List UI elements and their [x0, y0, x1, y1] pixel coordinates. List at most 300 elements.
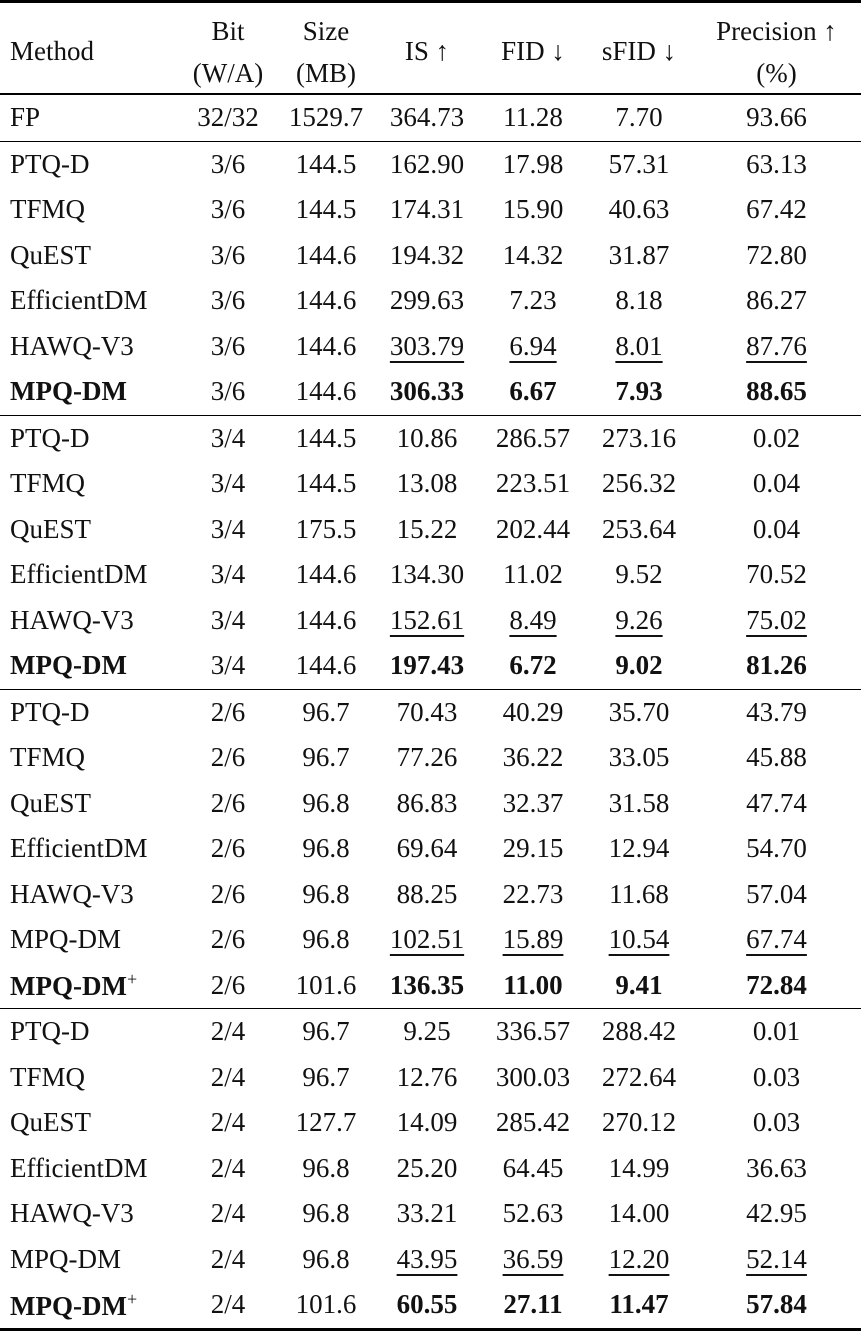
cell-value: 17.98	[502, 148, 564, 179]
header-size-line2: (MB)	[278, 53, 374, 94]
cell-value: 3/6	[210, 285, 246, 316]
cell-bit: 32/32	[197, 102, 259, 133]
method-name: PTQ-D	[10, 422, 90, 453]
cell-method	[0, 1191, 178, 1237]
cell-size	[278, 278, 374, 324]
cell-precision	[692, 1146, 861, 1192]
cell-size	[278, 689, 374, 735]
header-precision-line2: (%)	[692, 53, 861, 94]
cell-value: 70.52	[746, 559, 807, 590]
cell-value: 102.51	[389, 924, 465, 955]
cell-fid	[480, 872, 586, 918]
cell-value: 194.32	[389, 239, 465, 270]
cell-bit	[178, 369, 278, 415]
cell-value: 3/4	[210, 513, 246, 544]
cell-precision	[692, 233, 861, 279]
cell-precision: 93.66	[746, 102, 807, 133]
cell-bit	[178, 643, 278, 689]
cell-bit	[178, 1055, 278, 1101]
cell-method	[0, 187, 178, 233]
method-name: QuEST	[10, 513, 91, 544]
cell-fid	[480, 643, 586, 689]
cell-bit	[178, 552, 278, 598]
cell-value: 60.55	[396, 1289, 458, 1320]
cell-method	[0, 461, 178, 507]
cell-precision	[692, 1191, 861, 1237]
cell-method	[0, 735, 178, 781]
cell-sfid	[586, 1009, 692, 1055]
cell-method	[0, 233, 178, 279]
table-row	[0, 598, 861, 644]
cell-is	[374, 1191, 480, 1237]
cell-sfid	[586, 278, 692, 324]
cell-is	[374, 415, 480, 461]
cell-value: 9.02	[615, 650, 663, 681]
cell-value: 9.25	[403, 1016, 451, 1047]
cell-value: 2/4	[210, 1061, 246, 1092]
cell-value: 42.95	[746, 1198, 807, 1229]
cell-bit	[178, 963, 278, 1009]
table-header	[0, 2, 861, 95]
cell-value: 9.41	[615, 969, 663, 1000]
cell-bit	[178, 507, 278, 553]
table-row	[0, 917, 861, 963]
cell-is	[374, 1237, 480, 1283]
cell-value: 27.11	[503, 1289, 563, 1320]
cell-sfid	[586, 369, 692, 415]
method-name: EfficientDM	[10, 833, 148, 864]
cell-is	[374, 278, 480, 324]
cell-bit	[178, 1146, 278, 1192]
cell-value: 2/6	[210, 969, 246, 1000]
cell-value: 10.54	[608, 924, 670, 955]
cell-bit	[178, 598, 278, 644]
cell-value: 336.57	[495, 1016, 571, 1047]
cell-value: 96.8	[302, 787, 350, 818]
table-row	[0, 278, 861, 324]
table-row	[0, 187, 861, 233]
cell-sfid	[586, 141, 692, 187]
cell-value: 2/4	[210, 1152, 246, 1183]
cell-precision	[692, 187, 861, 233]
cell-value: 96.7	[302, 1061, 350, 1092]
cell-value: 31.87	[608, 239, 670, 270]
cell-bit	[178, 781, 278, 827]
cell-value: 31.58	[608, 787, 670, 818]
cell-bit	[178, 278, 278, 324]
cell-value: 67.74	[746, 924, 807, 955]
cell-sfid	[586, 917, 692, 963]
cell-value: 57.31	[608, 148, 670, 179]
cell-precision	[692, 1237, 861, 1283]
table-row	[0, 141, 861, 187]
cell-sfid	[586, 689, 692, 735]
cell-method	[0, 1146, 178, 1192]
cell-size	[278, 507, 374, 553]
cell-value: 54.70	[746, 833, 807, 864]
method-name: MPQ-DM	[10, 376, 127, 407]
cell-value: 2/6	[210, 878, 246, 909]
table-row	[0, 781, 861, 827]
method-name: EfficientDM	[10, 1152, 148, 1183]
cell-value: 2/4	[210, 1289, 246, 1320]
cell-sfid	[586, 187, 692, 233]
cell-value: 11.02	[503, 559, 563, 590]
cell-value: 144.5	[295, 148, 357, 179]
cell-value: 96.8	[302, 878, 350, 909]
cell-fid	[480, 598, 586, 644]
table-row	[0, 1009, 861, 1055]
cell-value: 144.6	[295, 285, 357, 316]
cell-value: 33.21	[396, 1198, 458, 1229]
cell-fid	[480, 963, 586, 1009]
cell-method	[0, 781, 178, 827]
header-method: Method	[0, 2, 178, 95]
cell-value: 36.59	[502, 1243, 564, 1274]
cell-size	[278, 1100, 374, 1146]
cell-size	[278, 643, 374, 689]
cell-value: 45.88	[746, 742, 807, 773]
table-row	[0, 643, 861, 689]
cell-value: 272.64	[601, 1061, 677, 1092]
cell-value: 101.6	[295, 969, 357, 1000]
cell-value: 40.63	[608, 194, 670, 225]
cell-sfid	[586, 1282, 692, 1329]
cell-method	[0, 963, 178, 1009]
cell-method	[0, 324, 178, 370]
cell-precision	[692, 552, 861, 598]
cell-precision	[692, 781, 861, 827]
cell-precision	[692, 278, 861, 324]
cell-sfid	[586, 233, 692, 279]
cell-value: 22.73	[502, 878, 564, 909]
cell-precision	[692, 963, 861, 1009]
method-name: PTQ-D	[10, 1016, 90, 1047]
cell-is	[374, 461, 480, 507]
cell-value: 306.33	[389, 376, 465, 407]
cell-value: 7.93	[615, 376, 663, 407]
cell-is	[374, 598, 480, 644]
cell-method	[0, 1237, 178, 1283]
cell-fid	[480, 735, 586, 781]
cell-value: 52.14	[746, 1243, 807, 1274]
cell-value: 43.95	[396, 1243, 458, 1274]
cell-value: 3/6	[210, 330, 246, 361]
cell-fid	[480, 1009, 586, 1055]
cell-method	[0, 278, 178, 324]
cell-value: 175.5	[295, 513, 357, 544]
cell-sfid	[586, 1237, 692, 1283]
cell-fid	[480, 141, 586, 187]
cell-value: 3/6	[210, 239, 246, 270]
cell-value: 101.6	[295, 1289, 357, 1320]
method-name: HAWQ-V3	[10, 604, 134, 635]
cell-value: 2/4	[210, 1016, 246, 1047]
cell-value: 0.01	[752, 1016, 801, 1047]
cell-value: 288.42	[601, 1016, 677, 1047]
cell-sfid	[586, 507, 692, 553]
cell-fid	[480, 415, 586, 461]
cell-bit	[178, 187, 278, 233]
cell-sfid	[586, 324, 692, 370]
cell-value: 3/4	[210, 422, 246, 453]
cell-bit	[178, 1237, 278, 1283]
cell-value: 88.25	[396, 878, 458, 909]
cell-size	[278, 1282, 374, 1329]
cell-method	[0, 1282, 178, 1329]
cell-value: 67.42	[746, 194, 807, 225]
cell-value: 88.65	[746, 376, 807, 407]
cell-method	[0, 917, 178, 963]
cell-sfid	[586, 826, 692, 872]
table-row	[0, 735, 861, 781]
method-superscript: +	[126, 1288, 138, 1309]
cell-value: 8.01	[615, 330, 663, 361]
cell-value: 0.04	[752, 468, 801, 499]
cell-fid	[480, 1191, 586, 1237]
cell-value: 197.43	[389, 650, 465, 681]
table-row	[0, 415, 861, 461]
cell-size	[278, 735, 374, 781]
table-row-fp	[0, 94, 861, 141]
cell-value: 29.15	[502, 833, 564, 864]
cell-fid	[480, 1282, 586, 1329]
cell-bit	[178, 324, 278, 370]
cell-value: 12.94	[608, 833, 670, 864]
method-name: TFMQ	[10, 1061, 86, 1092]
cell-is	[374, 689, 480, 735]
cell-size	[278, 1055, 374, 1101]
cell-value: 86.27	[746, 285, 807, 316]
cell-value: 77.26	[396, 742, 458, 773]
table-row	[0, 1237, 861, 1283]
cell-value: 96.8	[302, 1198, 350, 1229]
cell-value: 2/6	[210, 696, 246, 727]
method-name: MPQ-DM	[10, 971, 127, 1002]
table-row	[0, 507, 861, 553]
cell-value: 33.05	[608, 742, 670, 773]
cell-bit	[178, 1100, 278, 1146]
cell-fid	[480, 324, 586, 370]
cell-value: 144.6	[295, 604, 357, 635]
cell-precision	[692, 415, 861, 461]
cell-value: 12.76	[396, 1061, 458, 1092]
cell-value: 136.35	[389, 969, 465, 1000]
cell-is	[374, 781, 480, 827]
cell-value: 14.32	[502, 239, 564, 270]
cell-value: 57.04	[746, 878, 807, 909]
cell-bit	[178, 735, 278, 781]
cell-precision	[692, 917, 861, 963]
cell-precision	[692, 141, 861, 187]
cell-fid	[480, 507, 586, 553]
cell-is	[374, 141, 480, 187]
cell-value: 2/6	[210, 924, 246, 955]
cell-sfid	[586, 598, 692, 644]
cell-is	[374, 507, 480, 553]
cell-value: 70.43	[396, 696, 458, 727]
cell-is	[374, 826, 480, 872]
cell-sfid	[586, 872, 692, 918]
cell-value: 96.8	[302, 833, 350, 864]
cell-method	[0, 872, 178, 918]
cell-value: 2/6	[210, 787, 246, 818]
method-name: MPQ-DM	[10, 650, 127, 681]
cell-value: 63.13	[746, 148, 807, 179]
cell-method	[0, 598, 178, 644]
cell-method	[0, 507, 178, 553]
cell-is	[374, 187, 480, 233]
cell-size	[278, 324, 374, 370]
cell-size: 1529.7	[288, 102, 364, 133]
cell-is	[374, 1100, 480, 1146]
cell-is	[374, 233, 480, 279]
cell-value: 253.64	[601, 513, 677, 544]
cell-value: 0.03	[752, 1107, 801, 1138]
cell-value: 3/4	[210, 650, 246, 681]
cell-method	[0, 415, 178, 461]
cell-value: 43.79	[746, 696, 807, 727]
cell-bit	[178, 233, 278, 279]
cell-is	[374, 963, 480, 1009]
cell-bit	[178, 1282, 278, 1329]
cell-is	[374, 917, 480, 963]
header-sfid: sFID ↓	[586, 2, 692, 95]
cell-fid: 11.28	[503, 102, 563, 133]
cell-value: 14.99	[608, 1152, 670, 1183]
method-name: HAWQ-V3	[10, 330, 134, 361]
cell-method	[0, 1009, 178, 1055]
cell-fid	[480, 689, 586, 735]
cell-value: 144.6	[295, 239, 357, 270]
cell-value: 144.6	[295, 376, 357, 407]
cell-value: 299.63	[389, 285, 465, 316]
cell-sfid	[586, 735, 692, 781]
cell-value: 52.63	[502, 1198, 564, 1229]
cell-value: 303.79	[389, 330, 465, 361]
cell-precision	[692, 369, 861, 415]
cell-value: 14.00	[608, 1198, 670, 1229]
method-name: TFMQ	[10, 194, 86, 225]
cell-fid	[480, 187, 586, 233]
cell-size	[278, 1237, 374, 1283]
cell-value: 96.7	[302, 696, 350, 727]
cell-size	[278, 598, 374, 644]
cell-size	[278, 872, 374, 918]
cell-value: 144.6	[295, 650, 357, 681]
cell-value: 144.5	[295, 194, 357, 225]
cell-sfid	[586, 1191, 692, 1237]
cell-precision	[692, 1100, 861, 1146]
cell-value: 144.6	[295, 330, 357, 361]
cell-fid	[480, 1100, 586, 1146]
cell-fid	[480, 552, 586, 598]
header-bit-line1: Bit	[211, 15, 245, 46]
header-row-1	[0, 2, 861, 54]
cell-value: 81.26	[746, 650, 807, 681]
cell-size	[278, 415, 374, 461]
cell-bit	[178, 917, 278, 963]
cell-size	[278, 963, 374, 1009]
method-superscript: +	[126, 969, 138, 990]
method-name: MPQ-DM	[10, 924, 122, 955]
table-row	[0, 1282, 861, 1329]
cell-precision	[692, 1009, 861, 1055]
cell-value: 8.49	[509, 604, 557, 635]
cell-value: 270.12	[601, 1107, 677, 1138]
cell-value: 2/4	[210, 1198, 246, 1229]
cell-is	[374, 643, 480, 689]
cell-is	[374, 1146, 480, 1192]
cell-value: 7.23	[509, 285, 557, 316]
cell-value: 223.51	[495, 468, 571, 499]
table-row	[0, 461, 861, 507]
cell-value: 127.7	[295, 1107, 357, 1138]
cell-value: 3/6	[210, 148, 246, 179]
cell-value: 13.08	[396, 468, 458, 499]
cell-precision	[692, 1055, 861, 1101]
cell-value: 11.47	[609, 1289, 669, 1320]
table-row	[0, 233, 861, 279]
cell-value: 15.89	[502, 924, 564, 955]
cell-value: 9.52	[615, 559, 663, 590]
cell-is	[374, 552, 480, 598]
cell-bit	[178, 1191, 278, 1237]
cell-value: 174.31	[389, 194, 465, 225]
cell-precision	[692, 1282, 861, 1329]
header-precision-line1: Precision ↑	[716, 15, 837, 46]
table-row	[0, 826, 861, 872]
cell-size	[278, 1009, 374, 1055]
cell-value: 3/6	[210, 376, 246, 407]
cell-value: 69.64	[396, 833, 458, 864]
cell-method	[0, 643, 178, 689]
cell-value: 134.30	[389, 559, 465, 590]
cell-sfid	[586, 1055, 692, 1101]
cell-fid	[480, 1237, 586, 1283]
cell-fid	[480, 781, 586, 827]
method-name: EfficientDM	[10, 559, 148, 590]
cell-value: 96.7	[302, 742, 350, 773]
method-name: MPQ-DM	[10, 1243, 122, 1274]
cell-sfid	[586, 1146, 692, 1192]
cell-fid	[480, 233, 586, 279]
cell-value: 96.7	[302, 1016, 350, 1047]
cell-value: 0.04	[752, 513, 801, 544]
method-name: MPQ-DM	[10, 1290, 127, 1321]
cell-method	[0, 552, 178, 598]
cell-value: 152.61	[389, 604, 465, 635]
method-name: HAWQ-V3	[10, 878, 134, 909]
header-size-line1: Size	[302, 15, 350, 46]
cell-value: 36.63	[746, 1152, 807, 1183]
cell-sfid	[586, 963, 692, 1009]
cell-value: 11.00	[503, 969, 563, 1000]
cell-precision	[692, 689, 861, 735]
cell-size	[278, 781, 374, 827]
cell-value: 0.03	[752, 1061, 801, 1092]
cell-sfid	[586, 415, 692, 461]
cell-precision	[692, 461, 861, 507]
cell-fid	[480, 461, 586, 507]
cell-is	[374, 369, 480, 415]
method-name: QuEST	[10, 1107, 91, 1138]
cell-value: 3/6	[210, 194, 246, 225]
cell-size	[278, 461, 374, 507]
cell-value: 10.86	[396, 422, 458, 453]
cell-size	[278, 233, 374, 279]
cell-value: 15.22	[396, 513, 458, 544]
